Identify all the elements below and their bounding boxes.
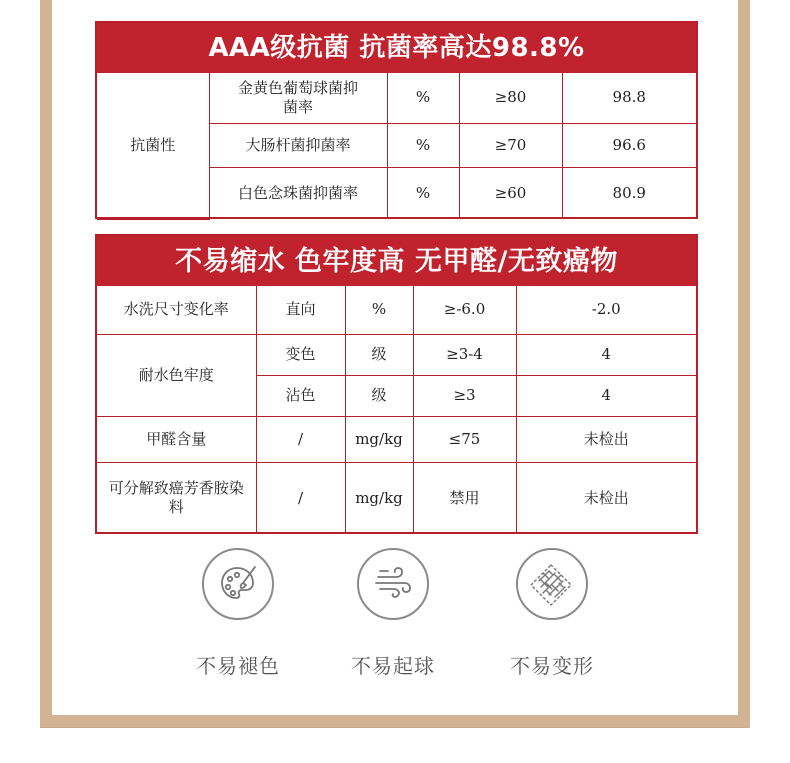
feature-icons-row — [40, 548, 750, 688]
unit-cell: 级 — [345, 334, 413, 375]
feature-nodeform — [497, 548, 607, 679]
feature-antipilling — [338, 548, 448, 679]
item-cell: 水洗尺寸变化率 — [97, 286, 256, 334]
feature-colorfast — [183, 548, 293, 679]
item-cell: 可分解致癌芳香胺染料 — [97, 462, 256, 534]
sub-cell: 直向 — [256, 286, 345, 334]
result-cell: 80.9 — [562, 167, 696, 219]
feature-label: 不易起球 — [351, 654, 435, 678]
result-cell: 未检出 — [516, 462, 696, 534]
item-cell: 甲醛含量 — [97, 416, 256, 462]
feature-label: 不易褪色 — [196, 654, 280, 678]
unit-cell: 级 — [345, 375, 413, 416]
standard-cell: ≥70 — [459, 123, 562, 167]
feature-label: 不易变形 — [510, 654, 594, 678]
table-row — [97, 334, 696, 375]
antibacterial-title: AAA级抗菌 抗菌率高达98.8% — [97, 23, 696, 73]
standard-cell: ≥60 — [459, 167, 562, 219]
result-cell: 96.6 — [562, 123, 696, 167]
antibacterial-panel — [95, 21, 698, 219]
unit-cell: % — [345, 286, 413, 334]
table-row — [97, 416, 696, 462]
sub-cell: / — [256, 416, 345, 462]
frame-bottom-border — [40, 715, 750, 727]
standard-cell: ≥3-4 — [413, 334, 516, 375]
unit-cell: % — [387, 167, 459, 219]
result-cell: 4 — [516, 334, 696, 375]
sub-cell: 变色 — [256, 334, 345, 375]
result-cell: -2.0 — [516, 286, 696, 334]
standard-cell: 禁用 — [413, 462, 516, 534]
wind-icon — [357, 548, 429, 620]
table-row — [97, 462, 696, 534]
unit-cell: mg/kg — [345, 416, 413, 462]
sub-cell: / — [256, 462, 345, 534]
sub-cell: 沾色 — [256, 375, 345, 416]
standard-cell: ≥-6.0 — [413, 286, 516, 334]
item-cell: 耐水色牢度 — [97, 334, 256, 416]
table-row — [97, 286, 696, 334]
item-cell: 大肠杆菌抑菌率 — [209, 123, 387, 167]
item-cell: 金黄色葡萄球菌抑菌率 — [209, 73, 387, 123]
palette-icon — [202, 548, 274, 620]
unit-cell: % — [387, 123, 459, 167]
antibacterial-table — [97, 73, 696, 220]
standard-cell: ≥80 — [459, 73, 562, 123]
standard-cell: ≤75 — [413, 416, 516, 462]
result-cell: 98.8 — [562, 73, 696, 123]
table-row — [97, 73, 696, 123]
category-cell: 抗菌性 — [97, 73, 209, 219]
unit-cell: mg/kg — [345, 462, 413, 534]
result-cell: 4 — [516, 375, 696, 416]
frame-bottom-shadow — [40, 727, 750, 728]
standard-cell: ≥3 — [413, 375, 516, 416]
item-cell: 白色念珠菌抑菌率 — [209, 167, 387, 219]
shrink-colorfast-table — [97, 286, 696, 534]
shrink-colorfast-panel — [95, 234, 698, 534]
weave-icon — [516, 548, 588, 620]
shrink-colorfast-title: 不易缩水 色牢度高 无甲醛/无致癌物 — [97, 236, 696, 286]
unit-cell: % — [387, 73, 459, 123]
result-cell: 未检出 — [516, 416, 696, 462]
